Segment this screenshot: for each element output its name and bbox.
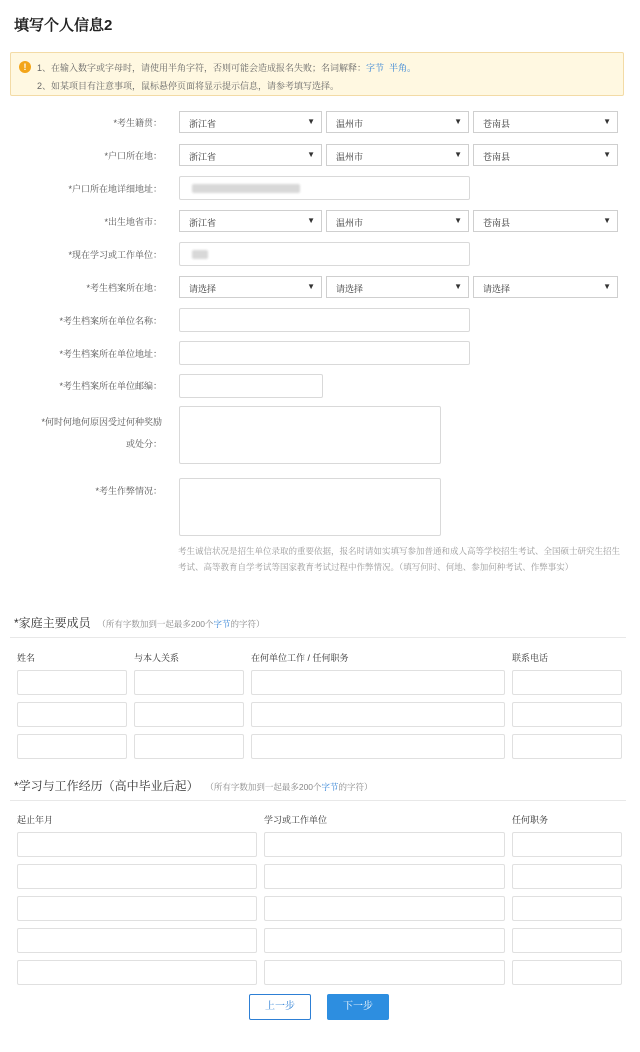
hukou-label: *户口所在地： [104, 151, 162, 161]
birthplace-city-select[interactable] [326, 210, 469, 232]
family-note-suffix: 的字符） [230, 619, 265, 629]
resume-divider [10, 800, 626, 801]
family-note-prefix: （所有字数加到一起最多200个 [97, 619, 214, 629]
hukou-province-select[interactable] [179, 144, 322, 166]
native-place-province-value: 浙江省 [189, 119, 217, 129]
family-row-relation-input[interactable] [134, 734, 244, 759]
family-row-work-input[interactable] [251, 702, 505, 727]
resume-row-unit-input[interactable] [264, 864, 505, 889]
archive-city-value: 请选择 [336, 284, 364, 294]
resume-col-unit: 学习或工作单位 [264, 815, 328, 825]
page-title: 填写个人信息2 [14, 17, 113, 34]
dropdown-arrow-icon: ▼ [307, 117, 315, 126]
dropdown-arrow-icon: ▼ [454, 282, 462, 291]
resume-row-period-input[interactable] [17, 864, 257, 889]
archive-unit-zip-input[interactable] [179, 374, 323, 398]
resume-row-period-input[interactable] [17, 960, 257, 985]
dropdown-arrow-icon: ▼ [307, 150, 315, 159]
dropdown-arrow-icon: ▼ [454, 216, 462, 225]
native-place-county-select[interactable] [473, 111, 618, 133]
resume-row-position-input[interactable] [512, 832, 622, 857]
cheating-label: *考生作弊情况： [95, 486, 162, 496]
resume-section-title [14, 777, 373, 794]
birthplace-province-value: 浙江省 [189, 218, 217, 228]
resume-row-period-input[interactable] [17, 832, 257, 857]
current-unit-input[interactable] [179, 242, 470, 266]
rewards-label-line-2: 或处分： [125, 439, 162, 449]
hukou-address-label: *户口所在地详细地址： [68, 184, 162, 194]
birthplace-city-value: 温州市 [336, 218, 364, 228]
hukou-county-value: 苍南县 [483, 152, 511, 162]
archive-location-label: *考生档案所在地： [86, 283, 162, 293]
archive-county-select[interactable] [473, 276, 618, 298]
native-place-city-value: 温州市 [336, 119, 364, 129]
family-row-phone-input[interactable] [512, 670, 622, 695]
resume-col-position: 任何职务 [512, 815, 549, 825]
archive-province-select[interactable] [179, 276, 322, 298]
notice-line-1-text: 1、在输入数字或字母时，请使用半角字符，否则可能会造成报名失败；名词解释： [37, 63, 367, 73]
hukou-city-select[interactable] [326, 144, 469, 166]
resume-row-position-input[interactable] [512, 960, 622, 985]
resume-note-suffix: 的字符） [338, 782, 373, 792]
hukou-city-value: 温州市 [336, 152, 364, 162]
prev-step-button[interactable]: 上一步 [249, 994, 311, 1020]
archive-unit-name-input[interactable] [179, 308, 470, 332]
resume-row-period-input[interactable] [17, 896, 257, 921]
warning-icon: ! [19, 61, 31, 73]
hukou-address-input[interactable] [179, 176, 470, 200]
rewards-textarea[interactable] [179, 406, 441, 464]
birthplace-county-select[interactable] [473, 210, 618, 232]
archive-city-select[interactable] [326, 276, 469, 298]
family-divider [10, 637, 626, 638]
notice-line-2: 2、如某项目有注意事项，鼠标悬停页面将显示提示信息，请参考填写选择。 [37, 81, 340, 91]
family-row-work-input[interactable] [251, 734, 505, 759]
resume-row-position-input[interactable] [512, 896, 622, 921]
native-place-city-select[interactable] [326, 111, 469, 133]
family-note-link[interactable]: 字节 [213, 619, 231, 629]
native-place-label: *考生籍贯： [113, 118, 162, 128]
hukou-province-value: 浙江省 [189, 152, 217, 162]
family-col-work: 在何单位工作 / 任何职务 [251, 653, 349, 663]
resume-note [205, 782, 372, 792]
cheating-textarea[interactable] [179, 478, 441, 536]
rewards-label [2, 411, 162, 455]
family-row-name-input[interactable] [17, 734, 127, 759]
resume-row-unit-input[interactable] [264, 832, 505, 857]
link-byte[interactable]: 字节 [366, 63, 385, 73]
family-row-work-input[interactable] [251, 670, 505, 695]
family-row-relation-input[interactable] [134, 670, 244, 695]
family-col-relation: 与本人关系 [134, 653, 180, 663]
archive-unit-zip-label: *考生档案所在单位邮编： [59, 381, 162, 391]
dropdown-arrow-icon: ▼ [603, 150, 611, 159]
current-unit-label: *现在学习或工作单位： [68, 250, 162, 260]
native-place-county-value: 苍南县 [483, 119, 511, 129]
notice-box [10, 52, 624, 96]
family-section-title [14, 614, 265, 631]
archive-county-value: 请选择 [483, 284, 511, 294]
dropdown-arrow-icon: ▼ [603, 216, 611, 225]
native-place-province-select[interactable] [179, 111, 322, 133]
notice-line-1 [37, 61, 416, 74]
redacted-text [192, 184, 300, 193]
archive-unit-name-label: *考生档案所在单位名称： [59, 316, 162, 326]
archive-province-value: 请选择 [189, 284, 217, 294]
family-row-name-input[interactable] [17, 670, 127, 695]
family-col-phone: 联系电话 [512, 653, 549, 663]
resume-title-text: *学习与工作经历（高中毕业后起） [14, 779, 199, 793]
link-half-width[interactable]: 半角。 [389, 63, 417, 73]
dropdown-arrow-icon: ▼ [454, 117, 462, 126]
family-note [97, 619, 264, 629]
redacted-text [192, 250, 208, 259]
hukou-county-select[interactable] [473, 144, 618, 166]
resume-row-position-input[interactable] [512, 928, 622, 953]
resume-note-link[interactable]: 字节 [321, 782, 339, 792]
resume-row-unit-input[interactable] [264, 928, 505, 953]
family-row-phone-input[interactable] [512, 734, 622, 759]
resume-note-prefix: （所有字数加到一起最多200个 [205, 782, 322, 792]
integrity-hint: 考生诚信状况是招生单位录取的重要依据，报名时请如实填写参加普通和成人高等学校招生考试、全国硕士研究生招生考试、高等教育自学考试等国家教育考试过程中作弊情况。（填写何时、何地、参加何种考试、作弊事实） [178, 546, 621, 572]
birthplace-county-value: 苍南县 [483, 218, 511, 228]
dropdown-arrow-icon: ▼ [603, 117, 611, 126]
family-row-phone-input[interactable] [512, 702, 622, 727]
resume-col-period: 起止年月 [17, 815, 54, 825]
birthplace-label: *出生地省市： [104, 217, 162, 227]
family-row-name-input[interactable] [17, 702, 127, 727]
dropdown-arrow-icon: ▼ [454, 150, 462, 159]
resume-row-period-input[interactable] [17, 928, 257, 953]
birthplace-province-select[interactable] [179, 210, 322, 232]
resume-row-unit-input[interactable] [264, 896, 505, 921]
resume-row-unit-input[interactable] [264, 960, 505, 985]
next-step-button[interactable]: 下一步 [327, 994, 389, 1020]
archive-unit-address-input[interactable] [179, 341, 470, 365]
resume-row-position-input[interactable] [512, 864, 622, 889]
dropdown-arrow-icon: ▼ [307, 216, 315, 225]
family-row-relation-input[interactable] [134, 702, 244, 727]
dropdown-arrow-icon: ▼ [307, 282, 315, 291]
rewards-label-line-1: *何时何地何原因受过何种奖励 [41, 417, 162, 427]
family-title-text: *家庭主要成员 [14, 616, 91, 630]
family-col-name: 姓名 [17, 653, 36, 663]
dropdown-arrow-icon: ▼ [603, 282, 611, 291]
archive-unit-address-label: *考生档案所在单位地址： [59, 349, 162, 359]
